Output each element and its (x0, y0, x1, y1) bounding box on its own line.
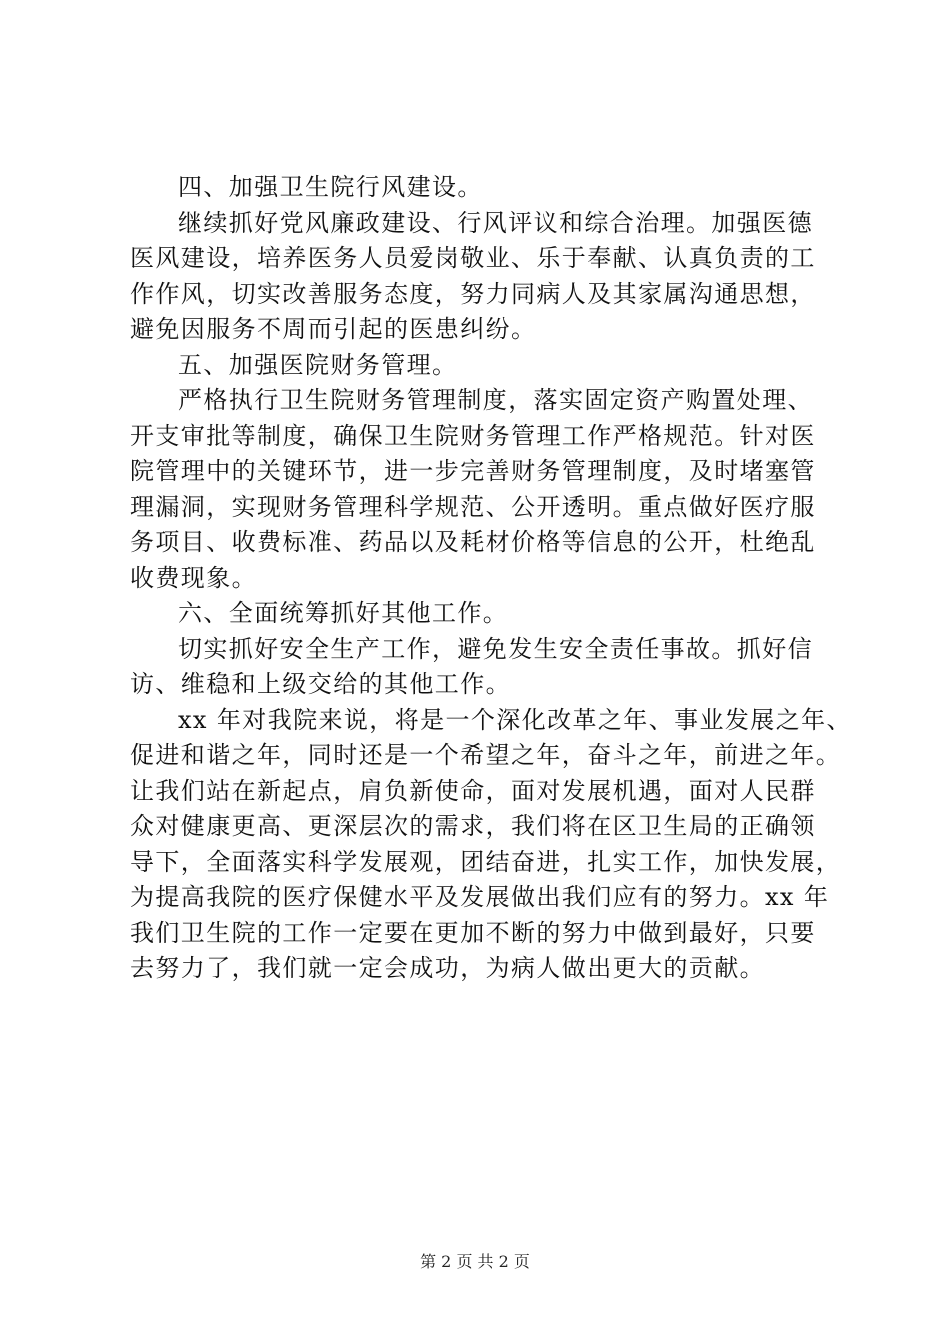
paragraph-line: 我们卫生院的工作一定要在更加不断的努力中做到最好，只要 (130, 918, 816, 947)
paragraph-line: 促进和谐之年，同时还是一个希望之年，奋斗之年，前进之年。 (130, 741, 842, 769)
paragraph-line: 开支审批等制度，确保卫生院财务管理工作严格规范。针对医 (130, 421, 816, 450)
paragraph-line: 让我们站在新起点，肩负新使命，面对发展机遇，面对人民群 (130, 776, 816, 805)
paragraph-line: 收费现象。 (130, 563, 257, 592)
paragraph-line: 为提高我院的医疗保健水平及发展做出我们应有的努力。xx 年 (130, 883, 830, 911)
paragraph-line: 作作风，切实改善服务态度，努力同病人及其家属沟通思想， (130, 279, 816, 308)
page-footer (0, 1252, 950, 1272)
paragraph-line: 避免因服务不周而引起的医患纠纷。 (130, 315, 537, 343)
paragraph-start-line: 继续抓好党风廉政建设、行风评议和综合治理。加强医德 (178, 208, 813, 237)
paragraph-line: 务项目、收费标准、药品以及耗材价格等信息的公开，杜绝乱 (130, 528, 816, 556)
paragraph-line: 院管理中的关键环节，进一步完善财务管理制度，及时堵塞管 (130, 457, 816, 485)
paragraph-line: 理漏洞，实现财务管理科学规范、公开透明。重点做好医疗服 (130, 492, 816, 521)
document-body (130, 170, 850, 987)
paragraph-start-line: xx 年对我院来说，将是一个深化改革之年、事业发展之年、 (178, 705, 852, 734)
paragraph-start-line: 四、加强卫生院行风建设。 (178, 173, 483, 201)
paragraph-line: 导下，全面落实科学发展观，团结奋进，扎实工作，加快发展， (130, 847, 842, 876)
paragraph-start-line: 六、全面统筹抓好其他工作。 (178, 599, 509, 627)
page-number: 第 2 页 共 2 页 (420, 1252, 530, 1271)
paragraph-line: 访、维稳和上级交给的其他工作。 (130, 670, 511, 698)
paragraph-start-line: 严格执行卫生院财务管理制度，落实固定资产购置处理、 (178, 386, 813, 414)
paragraph-line: 去努力了，我们就一定会成功，为病人做出更大的贡献。 (130, 954, 765, 982)
paragraph-line: 医风建设，培养医务人员爱岗敬业、乐于奉献、认真负责的工 (130, 244, 816, 272)
paragraph-start-line: 五、加强医院财务管理。 (178, 350, 458, 379)
paragraph-line: 众对健康更高、更深层次的需求，我们将在区卫生局的正确领 (130, 812, 816, 840)
paragraph-start-line: 切实抓好安全生产工作，避免发生安全责任事故。抓好信 (178, 634, 813, 663)
